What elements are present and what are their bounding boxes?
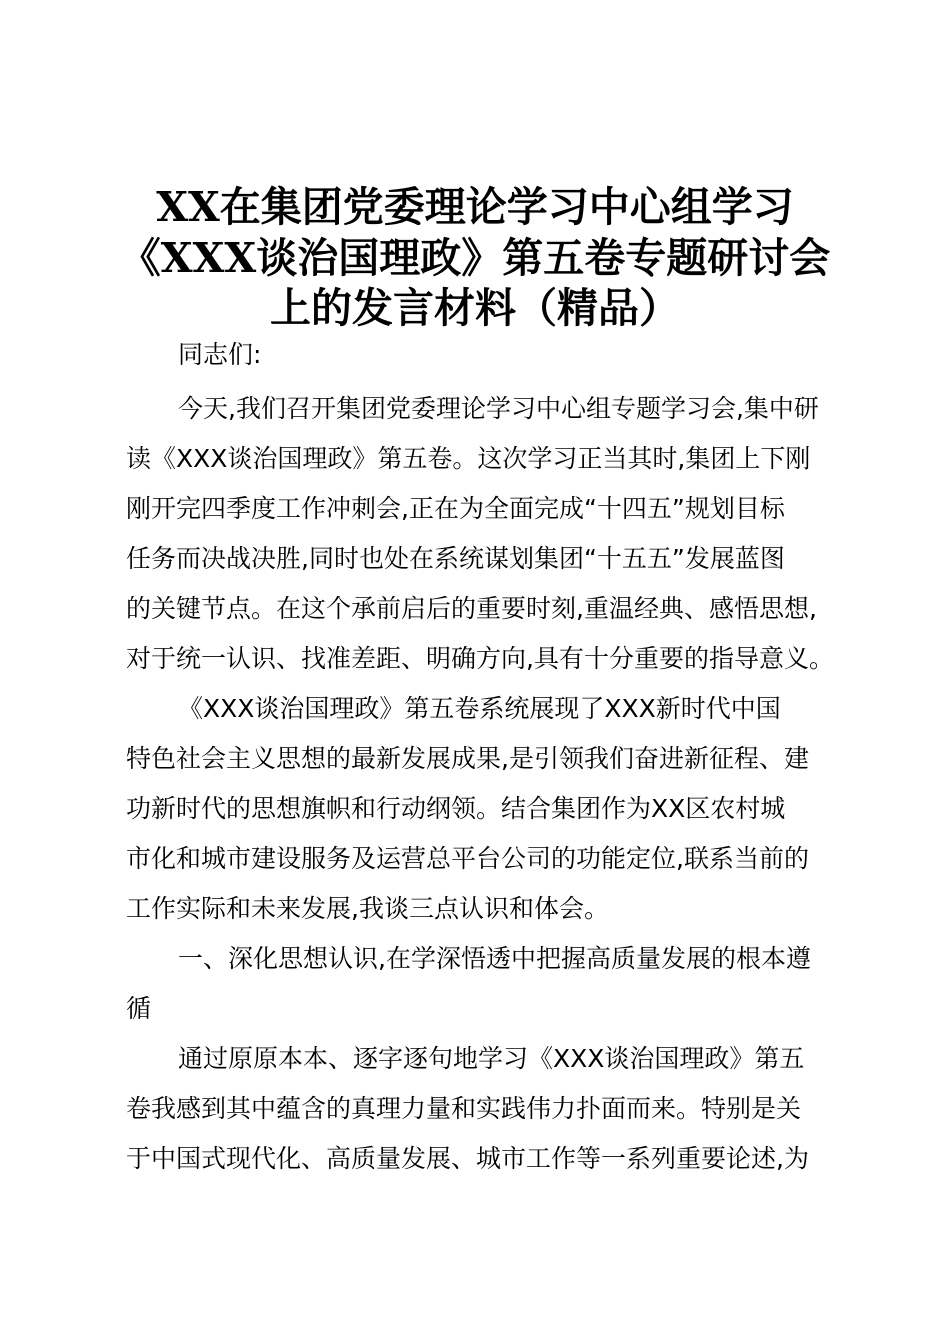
body-line: 工作实际和未来发展,我谈三点认识和体会。 (126, 894, 609, 923)
body-line: 功新时代的思想旗帜和行动纲领。结合集团作为XX区农村城 (126, 794, 786, 823)
body-line: 对于统一认识、找准差距、明确方向,具有十分重要的指导意义。 (126, 644, 834, 673)
body-line: 的关键节点。在这个承前启后的重要时刻,重温经典、感悟思想, (126, 594, 817, 623)
body-line: 通过原原本本、逐字逐句地学习《XXX谈治国理政》第五 (178, 1044, 805, 1073)
document-title-line-1: XX在集团党委理论学习中心组学习 (156, 183, 794, 231)
section-heading-line: 循 (126, 994, 152, 1023)
body-line: 刚开完四季度工作冲刺会,正在为全面完成“十四五”规划目标 (126, 494, 785, 523)
salutation: 同志们: (178, 340, 262, 369)
body-line: 市化和城市建设服务及运营总平台公司的功能定位,联系当前的 (126, 844, 809, 873)
document-title-line-3: 上的发言材料（精品） (270, 284, 680, 332)
body-line: 《XXX谈治国理政》第五卷系统展现了XXX新时代中国 (178, 694, 781, 723)
section-heading-line: 一、深化思想认识,在学深悟透中把握高质量发展的根本遵 (178, 944, 811, 973)
document-title-line-2: 《XXX谈治国理政》第五卷专题研讨会 (119, 234, 831, 282)
body-line: 于中国式现代化、高质量发展、城市工作等一系列重要论述,为 (126, 1144, 809, 1173)
body-line: 任务而决战决胜,同时也处在系统谋划集团“十五五”发展蓝图 (126, 544, 785, 573)
body-line: 读《XXX谈治国理政》第五卷。这次学习正当其时,集团上下刚 (126, 444, 811, 473)
body-line: 今天,我们召开集团党委理论学习中心组专题学习会,集中研 (178, 394, 819, 423)
body-line: 特色社会主义思想的最新发展成果,是引领我们奋进新征程、建 (126, 744, 809, 773)
body-line: 卷我感到其中蕴含的真理力量和实践伟力扑面而来。特别是关 (126, 1094, 802, 1123)
